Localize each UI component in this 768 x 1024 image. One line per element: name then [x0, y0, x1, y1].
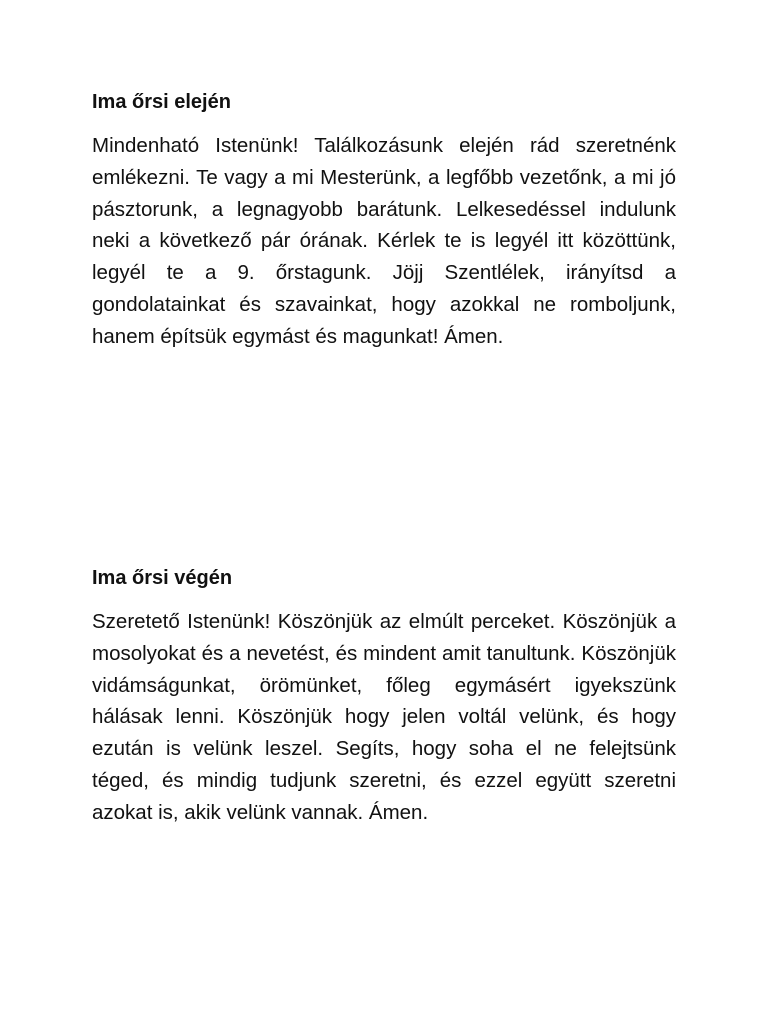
- prayer-section-start: [92, 88, 676, 353]
- section-heading: Ima őrsi végén: [92, 567, 233, 589]
- section-body-text: Szeretető Istenünk! Köszönjük az elmúlt perceket. Köszönjük a mosolyokat és a nevetést, és mindent amit tanultunk. Köszönjük vidámságunkat, örömünket, főleg egymásért igyekszünk hálásak lenni. Köszönjük hogy jelen voltál velünk, és hogy ezután is velünk leszel. Segíts, hogy soha el ne felejtsünk téged, és mindig tudjunk szeretni, és ezzel együtt szeretni azokat is, akik velünk vannak. Ámen.: [92, 610, 676, 824]
- section-heading: Ima őrsi elején: [92, 91, 231, 113]
- prayer-section-end: [92, 564, 676, 829]
- section-body-text: Mindenható Istenünk! Találkozásunk elején rád szeretnénk emlékezni. Te vagy a mi Mesterünk, a legfőbb vezetőnk, a mi jó pásztorunk, a legnagyobb barátunk. Lelkesedéssel indulunk neki a következő pár órának. Kérlek te is legyél itt közöttünk, legyél te a 9. őrstagunk. Jöjj Szentlélek, irányítsd a gondolatainkat és szavainkat, hogy azokkal ne romboljunk, hanem építsük egymást és magunkat! Ámen.: [92, 134, 676, 348]
